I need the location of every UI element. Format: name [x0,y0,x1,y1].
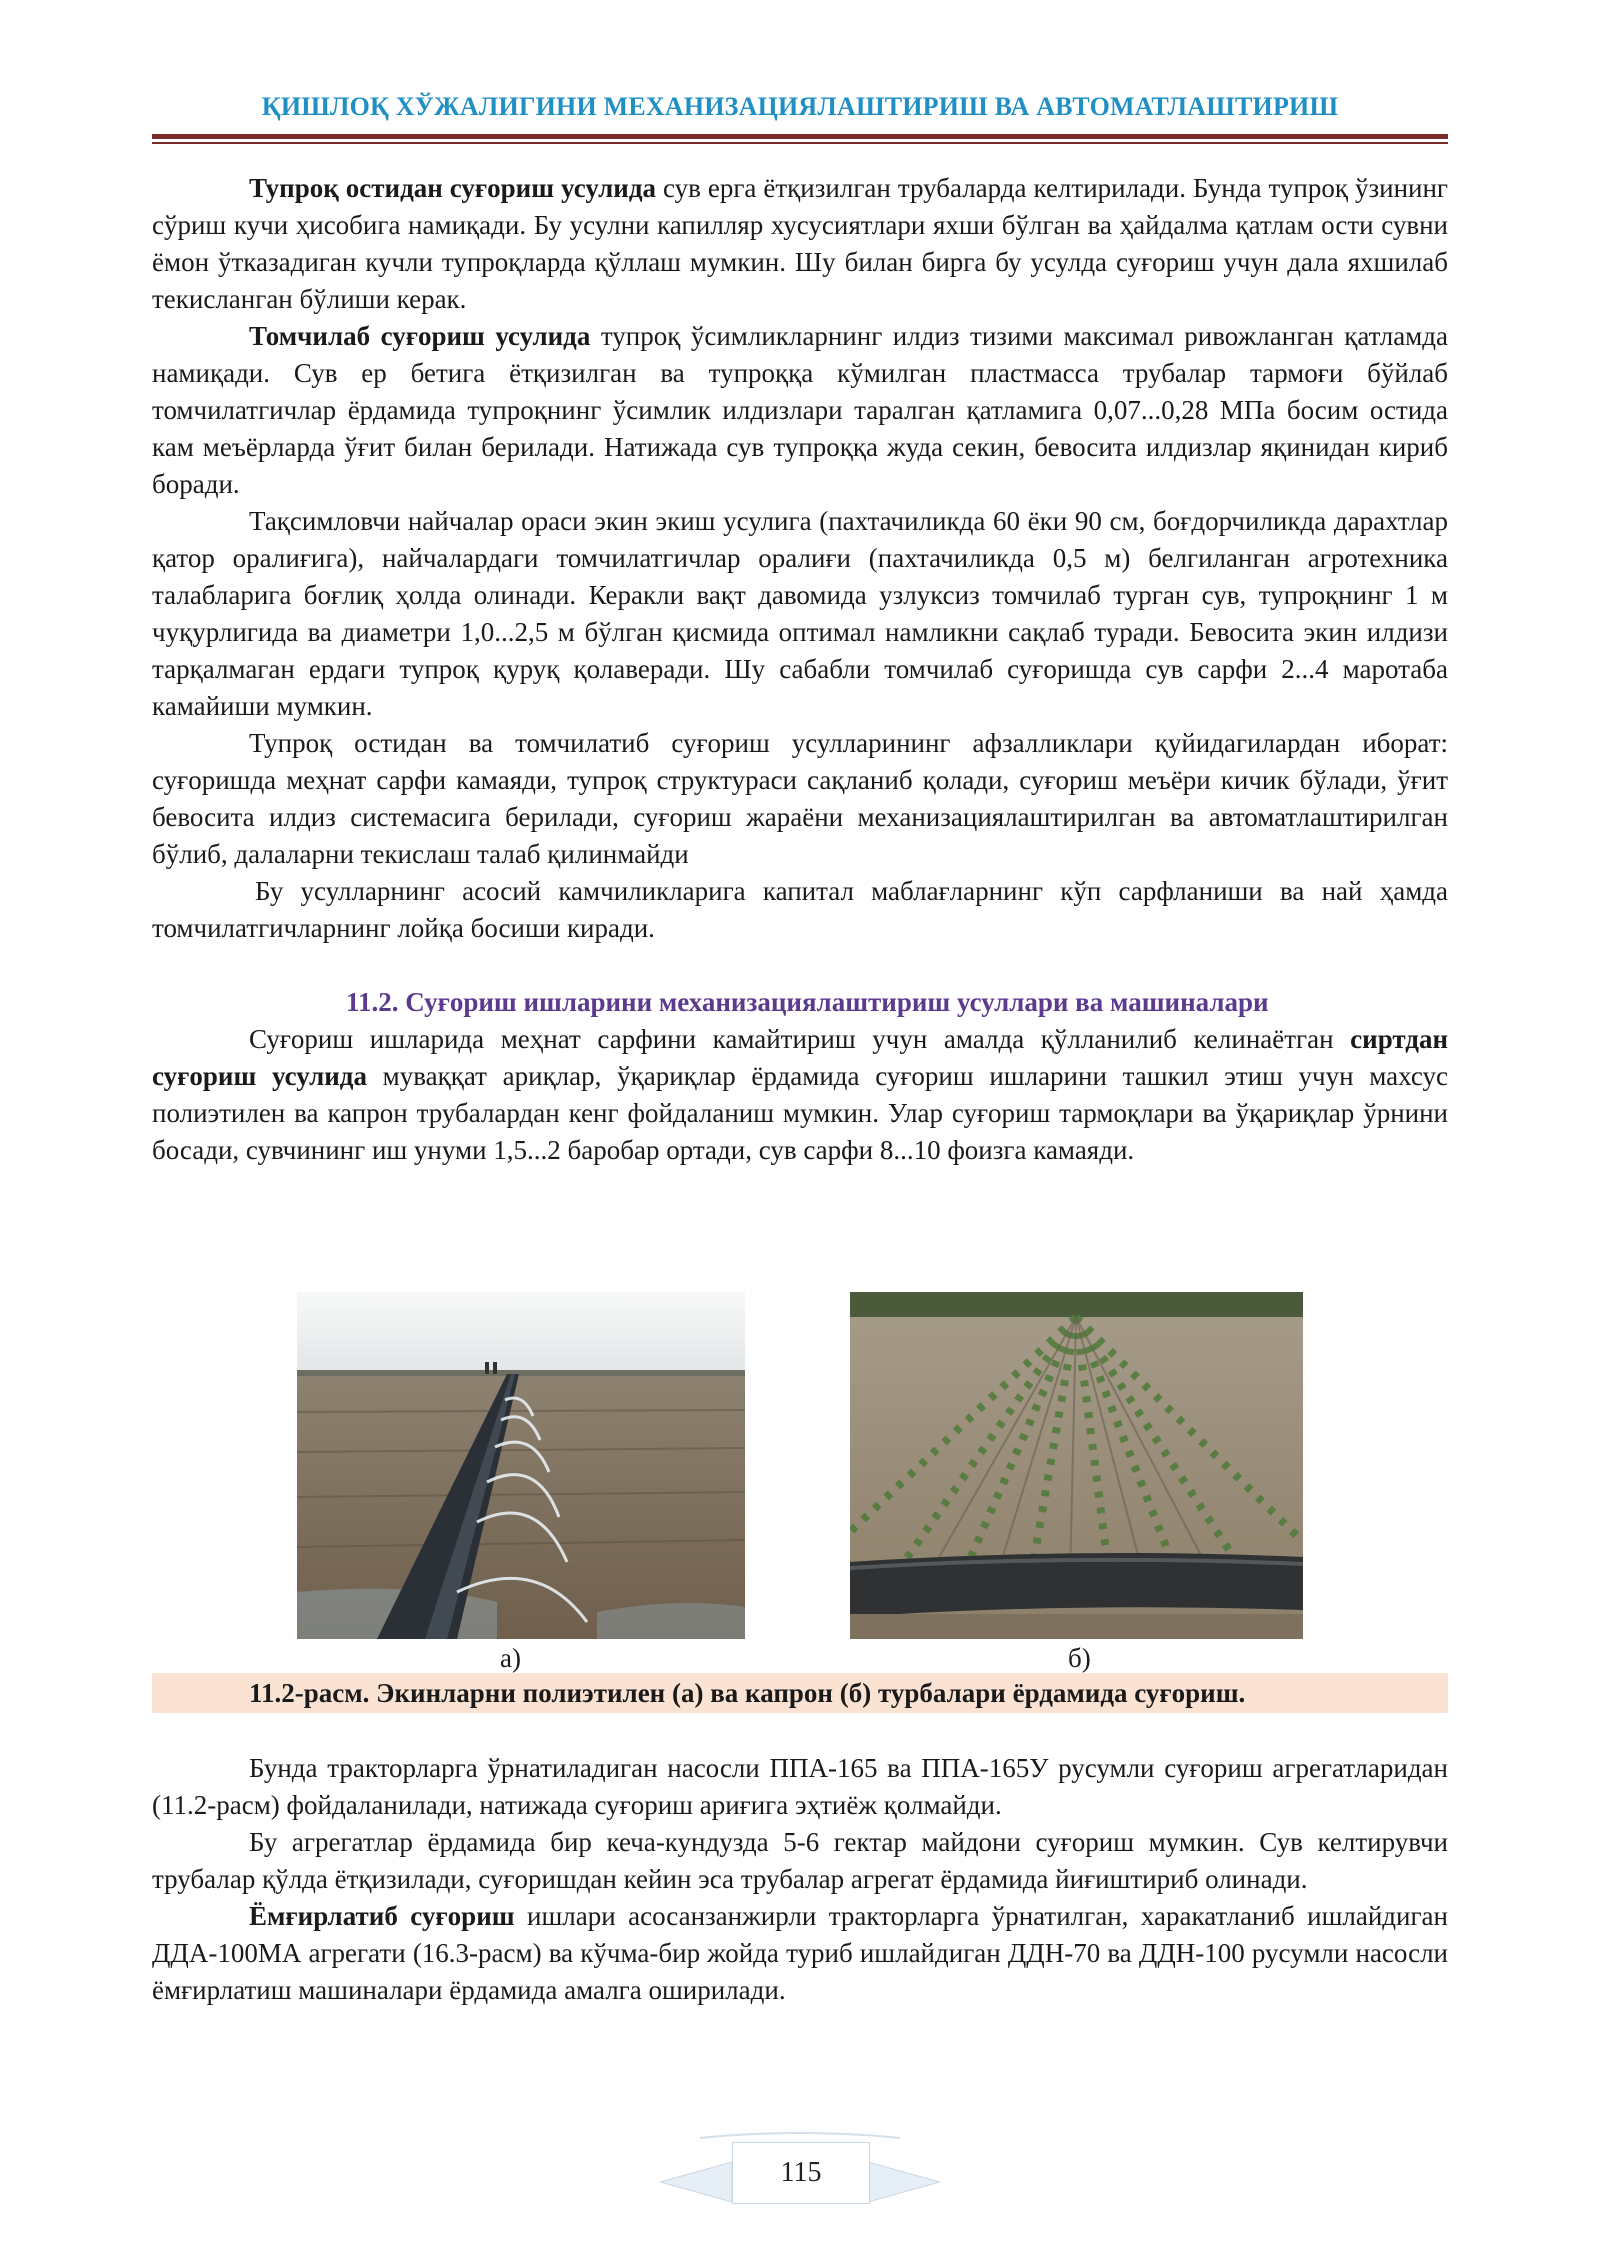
paragraph [152,1021,1448,1169]
bold-term: Ёмғирлатиб суғориш [249,1901,515,1931]
paragraph-text: муваққат ариқлар, ўқариқлар ёрдамида суғориш ишларини ташкил этиш учун махсус полиэтилен ва капрон трубалардан кенг фойдаланиш мумкин. Улар суғориш тармоқлари ва ўқариқлар ўрнини босади, сувчининг иш унуми 1,5...2 баробар ортади, сув сарфи 8...10 фоизга камаяди. [152,1061,1449,1165]
photo-polyethylene-pipe [297,1292,745,1639]
header-rule-thin [152,142,1448,144]
paragraph [152,170,1448,318]
paragraph: Бунда тракторларга ўрнатиладиган насосли ППА-165 ва ППА-165У русумли суғориш агрегатларидан (11.2-расм) фойдаланилади, натижада суғориш ариғига эҳтиёж қолмайди. [152,1753,1448,1820]
bold-term: Томчилаб суғориш усулида [249,321,591,351]
paragraph-text: ишлари асосанзанжирли тракторларга ўрнатилган, харакатланиб ишлайдиган ДДА-100МА агрегати (16.3-расм) ва кўчма-бир жойда туриб ишлайдиган ДДН-70 ва ДДН-100 русумли насосли ёмғирлатиш машиналари ёрдамида амалга оширилади. [152,1901,1448,2005]
bold-term: Тупроқ остидан суғориш усулида [249,173,657,203]
paragraph: Бу усулларнинг асосий камчиликларига капитал маблағларнинг кўп сарфланиши ва най ҳамда томчилатгичларнинг лойқа босиши киради. [152,876,1448,943]
paragraph-text: тупроқ ўсимликларнинг илдиз тизими максимал ривожланган қатламда намиқади. Сув ер бетига ётқизилган ва тупроққа кўмилган пластмасса трубалар тармоғи бўйлаб томчилатгичлар ёрдамида тупроқнинг ўсимлик илдизлари таралган қатламига 0,07...0,28 МПа босим остида кам меъёрларда ўғит билан берилади. Натижада сув тупроққа жуда секин, бевосита илдизлар яқинидан кириб боради. [152,321,1448,499]
paragraph: Тупроқ остидан ва томчилатиб суғориш усулларининг афзалликлари қуйидагилардан иборат: суғоришда меҳнат сарфи камаяди, тупроқ структураси сақланиб қолади, суғориш меъёри кичик бўлади, ўғит бевосита илдиз системасига берилади, суғориш жараёни механизациялаштирилган ва автоматлаштирилган бўлиб, далаларни текислаш талаб қилинмайди [152,728,1448,869]
paragraph [152,1898,1448,2009]
paragraph-text: сув ерга ётқизилган трубаларда келтирилади. Бунда тупроқ ўзининг сўриш кучи ҳисобига намиқади. Бу усулни капилляр хусусиятлари яхши бўлган ва ҳайдалма қатлам ости сувни ёмон ўтказадиган кучли тупроқларда қўллаш мумкин. Шу билан бирга бу усулда суғориш учун дала яхшилаб текисланган бўлиши керак. [152,173,1448,314]
main-text [152,170,1448,1169]
paragraph: Бу агрегатлар ёрдамида бир кеча-кундузда 5-6 гектар майдони суғориш мумкин. Сув келтирувчи трубалар қўлда ётқизилади, суғоришдан кейин эса трубалар агрегат ёрдамида йиғиштириб олинади. [152,1827,1448,1894]
paragraph: Тақсимловчи найчалар ораси экин экиш усулига (пахтачиликда 60 ёки 90 см, боғдорчиликда дарахтлар қатор оралиғига), найчалардаги томчилатгичлар оралиғи (пахтачиликда 0,5 м) белгиланган агротехника талабларига боғлиқ ҳолда олинади. Керакли вақт давомида узлуксиз томчилаб турган сув, тупроқнинг 1 м чуқурлигида ва диаметри 1,0...2,5 м бўлган қисмида оптимал намликни сақлаб туради. Бевосита экин илдизи тарқалмаган ердаги тупроқ қуруқ қолаверади. Шу сабабли томчилаб суғоришда сув сарфи 2...4 маротаба камайиши мумкин. [152,506,1448,721]
figure-caption [152,1673,1448,1713]
header-rule [152,134,1448,139]
paragraph-text: Суғориш ишларида меҳнат сарфини камайтириш учун амалда қўлланилиб келинаётган [249,1024,1351,1054]
running-header: ҚИШЛОҚ ХЎЖАЛИГИНИ МЕХАНИЗАЦИЯЛАШТИРИШ ВА АВТОМАТЛАШТИРИШ [261,92,1339,121]
main-text-continued [152,1750,1448,2009]
bold-term: сиртдан суғориш усулида [152,1024,1448,1091]
section-heading: 11.2. Суғориш ишларини механизациялаштириш усуллари ва машиналари [346,987,1269,1017]
photo-capron-pipe [850,1292,1303,1639]
caption-text: 11.2-расм. Экинларни полиэтилен (а) ва капрон (б) турбалари ёрдамида суғориш. [249,1678,1246,1708]
page-number: 115 [732,2142,870,2204]
paragraph [152,318,1448,503]
figure-label-b: б) [1068,1643,1091,1673]
page-number-banner [660,2132,940,2222]
figure-label-a: а) [500,1643,521,1673]
